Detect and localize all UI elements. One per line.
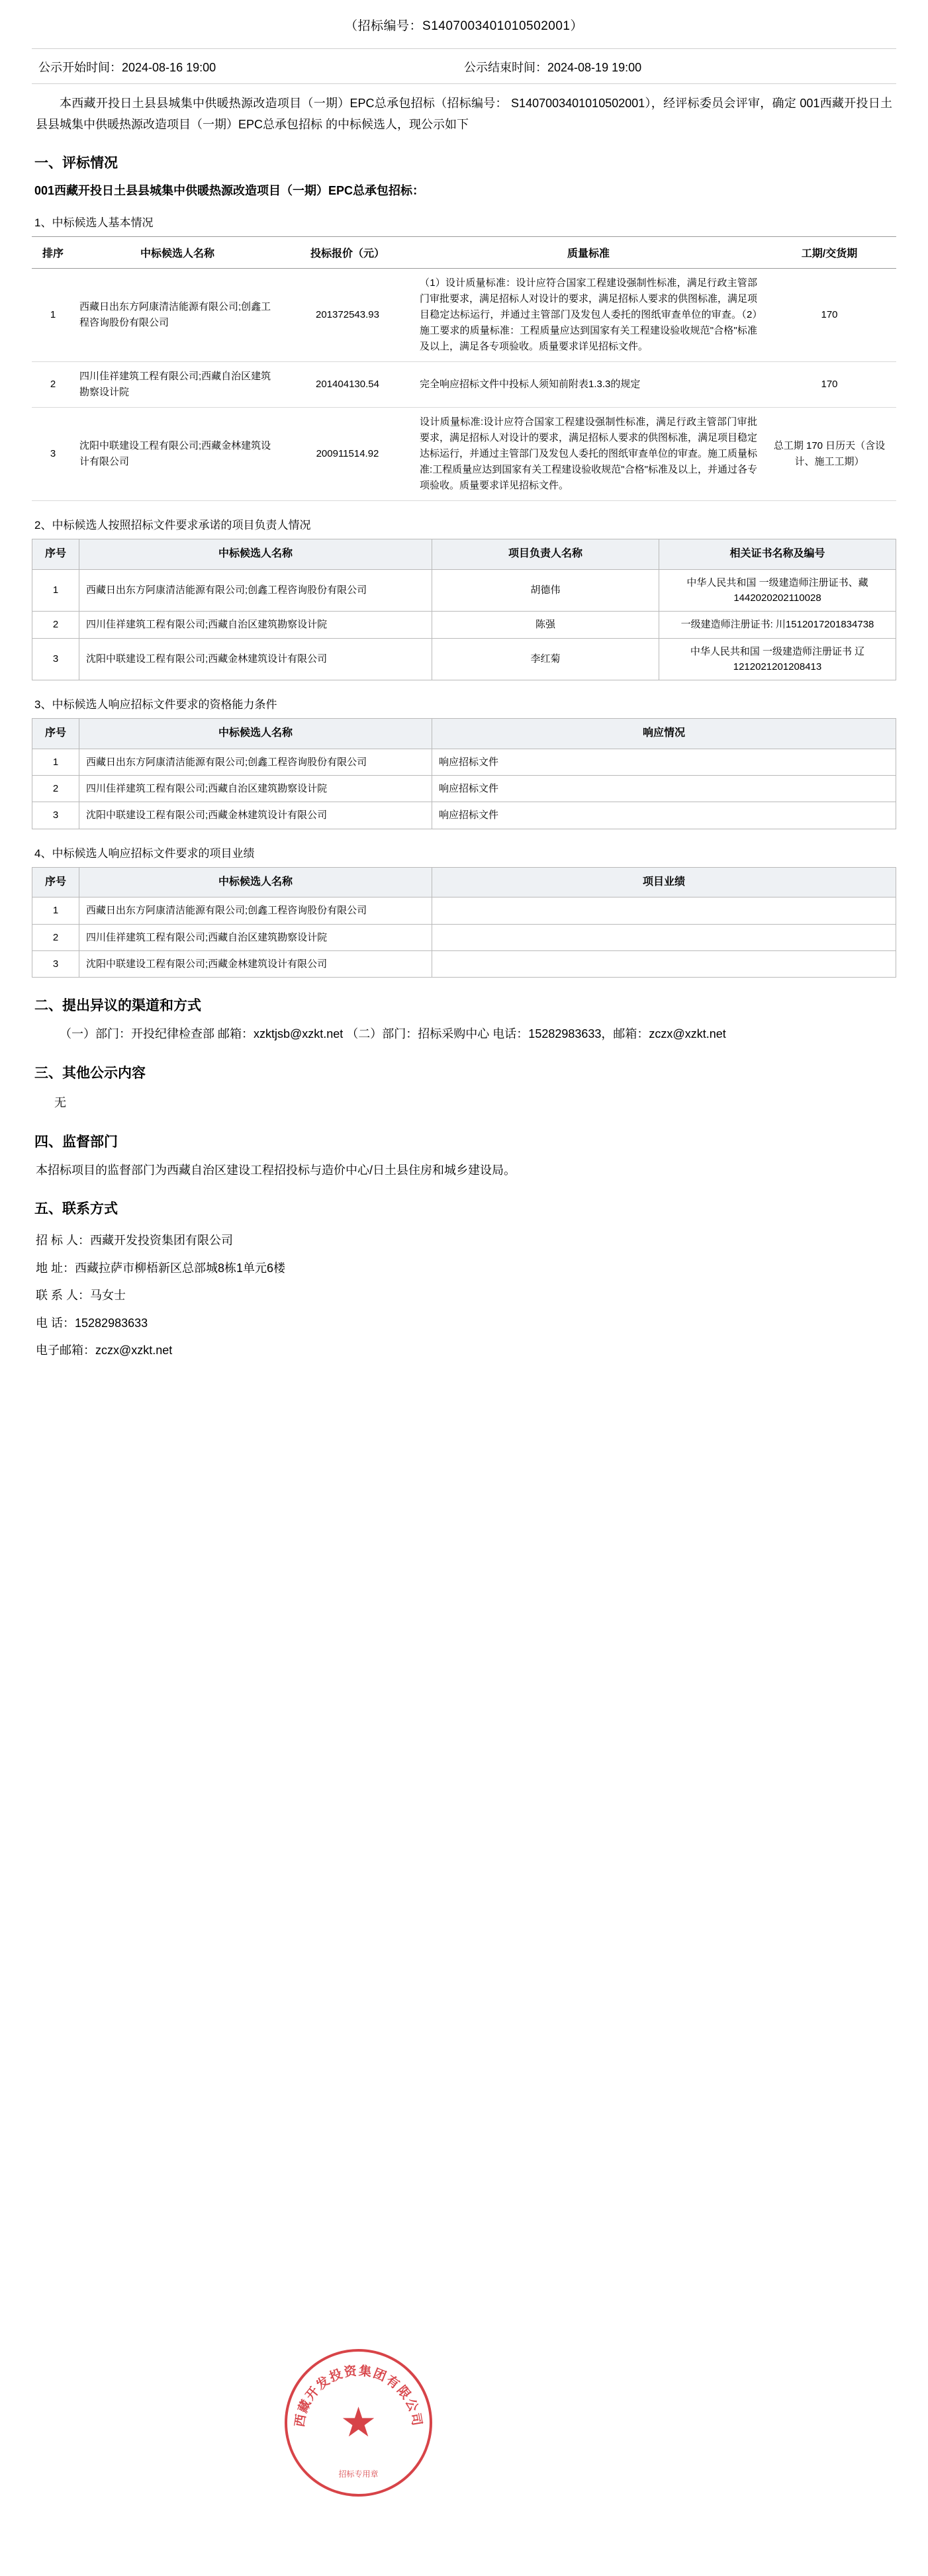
section-objection: 二、提出异议的渠道和方式 — [34, 998, 201, 1014]
contact-phone-row — [36, 1310, 896, 1337]
col-no: 序号 — [32, 539, 79, 570]
contact-bidder-label: 招 标 人： — [36, 1234, 91, 1248]
cell-response: 响应招标文件 — [432, 776, 896, 802]
section-other: 三、其他公示内容 — [34, 1065, 146, 1081]
cell-no: 2 — [32, 612, 79, 638]
contact-phone-value: 15282983633 — [75, 1316, 148, 1330]
cell-rank: 3 — [32, 408, 74, 501]
col-name: 中标候选人名称 — [79, 867, 432, 897]
cell-name: 四川佳祥建筑工程有限公司;西藏自治区建筑勘察设计院 — [79, 776, 432, 802]
notice-time-row — [32, 58, 896, 75]
cell-leader: 陈强 — [432, 612, 659, 638]
cell-performance — [432, 897, 896, 924]
seal-bottom-label: 招标专用章 — [338, 2469, 379, 2479]
cell-duration: 170 — [763, 269, 896, 362]
col-no: 序号 — [32, 867, 79, 897]
cell-price: 200911514.92 — [281, 408, 414, 501]
cell-no: 3 — [32, 802, 79, 829]
table-row — [32, 802, 896, 829]
project-leader-table — [32, 539, 896, 680]
cell-quality: （1）设计质量标准：设计应符合国家工程建设强制性标准，满足行政主管部门审批要求，满足招标人对设计的要求，满足招标人要求的供图标准，满足项目稳定达标运行，并通过主管部门及发包人委托的图纸审查单位的审查。（2）施工要求的质量标准：工程质量应达到国家有关工程建设验收规范"合格"标准及以上，满足各专项验收。质量要求详见招标文件。 — [414, 269, 763, 362]
cell-response: 响应招标文件 — [432, 749, 896, 775]
cell-response: 响应招标文件 — [432, 802, 896, 829]
subsection-qualification: 3、中标候选人响应招标文件要求的资格能力条件 — [34, 698, 277, 712]
table-header-row — [32, 237, 896, 269]
table-row — [32, 950, 896, 977]
table-row — [32, 638, 896, 680]
col-response: 响应情况 — [432, 719, 896, 749]
table-header-row — [32, 719, 896, 749]
star-icon: ★ — [340, 2399, 377, 2446]
seal-arc-text — [287, 2352, 430, 2494]
col-rank: 排序 — [32, 237, 74, 269]
table-row — [32, 612, 896, 638]
cell-no: 2 — [32, 776, 79, 802]
cell-quality: 完全响应招标文件中投标人须知前附表1.3.3的规定 — [414, 362, 763, 408]
table-header-row — [32, 539, 896, 570]
intro-paragraph: 本西藏开投日土县县城集中供暖热源改造项目（一期）EPC总承包招标（招标编号： S1407003401010502001），经评标委员会评审，确定 001西藏开投日土县县城集中供暖热源改造项目（一期）EPC总承包招标 的中标候选人，现公示如下 — [36, 97, 892, 131]
cell-name: 西藏日出东方阿康清洁能源有限公司;创鑫工程咨询股份有限公司 — [74, 269, 281, 362]
end-time: 公示结束时间：2024-08-19 19:00 — [464, 61, 642, 74]
col-name: 中标候选人名称 — [79, 719, 432, 749]
col-price: 投标报价（元） — [281, 237, 414, 269]
col-cert: 相关证书名称及编号 — [659, 539, 896, 570]
cell-name: 四川佳祥建筑工程有限公司;西藏自治区建筑勘察设计院 — [79, 924, 432, 950]
contact-person-value: 马女士 — [90, 1289, 126, 1303]
cell-no: 3 — [32, 638, 79, 680]
col-duration: 工期/交货期 — [763, 237, 896, 269]
table-row — [32, 269, 896, 362]
contact-person-label: 联 系 人： — [36, 1289, 91, 1303]
contact-phone-label: 电 话： — [36, 1316, 75, 1330]
table-row — [32, 776, 896, 802]
cell-rank: 2 — [32, 362, 74, 408]
candidates-table — [32, 236, 896, 501]
contact-email-value: zczx@xzkt.net — [95, 1343, 173, 1357]
cell-name: 沈阳中联建设工程有限公司;西藏金林建筑设计有限公司 — [79, 802, 432, 829]
contact-email-label: 电子邮箱： — [36, 1343, 95, 1357]
subsection-performance: 4、中标候选人响应招标文件要求的项目业绩 — [34, 847, 255, 860]
col-name: 中标候选人名称 — [79, 539, 432, 570]
contact-block — [36, 1227, 896, 1364]
table-row — [32, 408, 896, 501]
cell-name: 沈阳中联建设工程有限公司;西藏金林建筑设计有限公司 — [79, 638, 432, 680]
col-name: 中标候选人名称 — [74, 237, 281, 269]
cell-cert: 一级建造师注册证书: 川1512017201834738 — [659, 612, 896, 638]
section-supervision: 四、监督部门 — [34, 1134, 118, 1150]
table-row — [32, 749, 896, 775]
cell-price: 201372543.93 — [281, 269, 414, 362]
col-quality: 质量标准 — [414, 237, 763, 269]
contact-address-value: 西藏拉萨市柳梧新区总部城8栋1单元6楼 — [75, 1261, 286, 1275]
table-row — [32, 569, 896, 612]
cell-cert: 中华人民共和国 一级建造师注册证书、藏1442020202110028 — [659, 569, 896, 612]
subsection-project-leader: 2、中标候选人按照招标文件要求承诺的项目负责人情况 — [34, 519, 311, 531]
divider-under-time — [32, 83, 896, 84]
cell-no: 3 — [32, 950, 79, 977]
subsection-candidates: 1、中标候选人基本情况 — [34, 216, 154, 229]
cell-name: 沈阳中联建设工程有限公司;西藏金林建筑设计有限公司 — [79, 950, 432, 977]
cell-performance — [432, 924, 896, 950]
contact-address-row — [36, 1255, 896, 1282]
contact-address-label: 地 址： — [36, 1261, 75, 1275]
cell-cert: 中华人民共和国 一级建造师注册证书 辽1212021201208413 — [659, 638, 896, 680]
cell-quality: 设计质量标准:设计应符合国家工程建设强制性标准，满足行政主管部门审批要求，满足招标人对设计的要求，满足招标人要求的供图标准，满足项目稳定达标运行，并通过主管部门及发包人委托的图纸审查单位的审查。施工质量标准:工程质量应达到国家有关工程建设验收规范"合格"标准及以上，并通过各专项验收。质量要求详见招标文件。 — [414, 408, 763, 501]
performance-table — [32, 867, 896, 978]
cell-price: 201404130.54 — [281, 362, 414, 408]
cell-name: 沈阳中联建设工程有限公司;西藏金林建筑设计有限公司 — [74, 408, 281, 501]
cell-rank: 1 — [32, 269, 74, 362]
start-time: 公示开始时间：2024-08-16 19:00 — [38, 61, 216, 74]
section-contact: 五、联系方式 — [34, 1201, 118, 1217]
cell-no: 1 — [32, 749, 79, 775]
cell-leader: 胡德伟 — [432, 569, 659, 612]
objection-text: （一）部门：开投纪律检查部 邮箱：xzktjsb@xzkt.net （二）部门：招标采购中心 电话：15282983633，邮箱：zczx@xzkt.net — [60, 1027, 726, 1041]
contact-person-row — [36, 1282, 896, 1309]
section-evaluation: 一、评标情况 — [34, 156, 118, 171]
table-row — [32, 362, 896, 408]
col-leader: 项目负责人名称 — [432, 539, 659, 570]
qualification-table — [32, 718, 896, 829]
contact-email-row — [36, 1337, 896, 1364]
cell-no: 1 — [32, 897, 79, 924]
cell-name: 西藏日出东方阿康清洁能源有限公司;创鑫工程咨询股份有限公司 — [79, 569, 432, 612]
cell-name: 西藏日出东方阿康清洁能源有限公司;创鑫工程咨询股份有限公司 — [79, 897, 432, 924]
cell-no: 2 — [32, 924, 79, 950]
contact-bidder-value: 西藏开发投资集团有限公司 — [90, 1234, 234, 1248]
cell-no: 1 — [32, 569, 79, 612]
official-seal-stamp — [285, 2349, 432, 2497]
cell-duration: 总工期 170 日历天（含设计、施工工期） — [763, 408, 896, 501]
divider-top — [32, 48, 896, 49]
cell-name: 四川佳祥建筑工程有限公司;西藏自治区建筑勘察设计院 — [79, 612, 432, 638]
table-header-row — [32, 867, 896, 897]
col-no: 序号 — [32, 719, 79, 749]
seal-arc-textpath: 西藏开发投资集团有限公司 — [293, 2364, 424, 2428]
cell-leader: 李红菊 — [432, 638, 659, 680]
seal-arc-label — [293, 2363, 425, 2428]
contact-bidder-row — [36, 1227, 896, 1254]
cell-performance — [432, 950, 896, 977]
bid-number: （招标编号：S1407003401010502001） — [345, 19, 583, 33]
project-title: 001西藏开投日土县县城集中供暖热源改造项目（一期）EPC总承包招标： — [34, 184, 425, 197]
cell-name: 四川佳祥建筑工程有限公司;西藏自治区建筑勘察设计院 — [74, 362, 281, 408]
cell-name: 西藏日出东方阿康清洁能源有限公司;创鑫工程咨询股份有限公司 — [79, 749, 432, 775]
table-row — [32, 924, 896, 950]
supervision-text: 本招标项目的监督部门为西藏自治区建设工程招投标与造价中心/日土县住房和城乡建设局。 — [36, 1163, 516, 1177]
cell-duration: 170 — [763, 362, 896, 408]
other-text: 无 — [54, 1095, 66, 1109]
col-performance: 项目业绩 — [432, 867, 896, 897]
table-row — [32, 897, 896, 924]
